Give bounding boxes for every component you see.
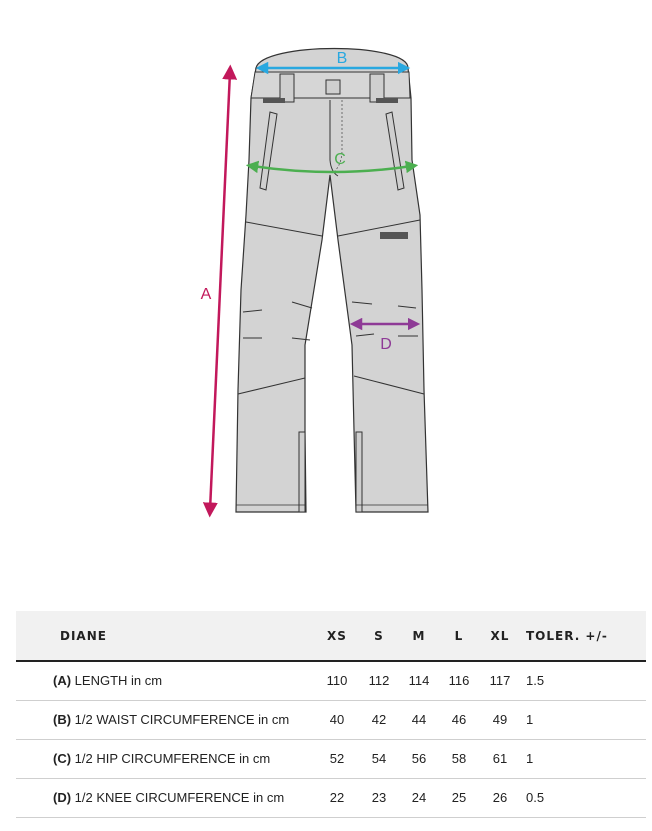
table-row bbox=[16, 700, 646, 739]
measure-d-label: D bbox=[380, 336, 392, 353]
waistband-top bbox=[256, 49, 408, 69]
cell-l: 58 bbox=[451, 751, 467, 766]
cell-xs: 110 bbox=[326, 673, 348, 689]
header-size-m: M bbox=[412, 628, 426, 643]
hem-zip-right bbox=[356, 432, 362, 512]
size-chart bbox=[16, 611, 646, 818]
cell-xl: 26 bbox=[492, 790, 508, 805]
cell-tolerance: 1.5 bbox=[526, 673, 545, 689]
row-code: (A) bbox=[53, 673, 72, 689]
belt-loop-left bbox=[280, 74, 294, 102]
row-label-text: LENGTH in cm bbox=[74, 673, 163, 689]
cell-s: 23 bbox=[371, 790, 387, 805]
header-size-xl: XL bbox=[490, 628, 510, 643]
measure-b-label: B bbox=[336, 50, 348, 67]
row-code: (C) bbox=[53, 751, 72, 766]
cell-xs: 52 bbox=[329, 751, 345, 766]
row-label bbox=[16, 700, 316, 739]
row-label bbox=[16, 739, 316, 778]
waist-label-right bbox=[376, 98, 398, 103]
table-row bbox=[16, 739, 646, 778]
table-row bbox=[16, 661, 646, 700]
cell-s: 54 bbox=[371, 751, 387, 766]
table-header-row bbox=[16, 611, 646, 661]
waist-tab bbox=[326, 80, 340, 94]
cell-m: 44 bbox=[411, 712, 427, 727]
cell-m: 24 bbox=[411, 790, 427, 805]
cell-l: 116 bbox=[448, 673, 470, 689]
row-label bbox=[16, 778, 316, 817]
size-table bbox=[16, 611, 646, 818]
hem-zip-left bbox=[299, 432, 305, 512]
cell-l: 25 bbox=[451, 790, 467, 805]
measure-a-arrow bbox=[210, 72, 230, 510]
row-code: (D) bbox=[53, 790, 72, 805]
cell-xs: 22 bbox=[329, 790, 345, 805]
cell-s: 112 bbox=[368, 673, 390, 689]
header-size-s: S bbox=[374, 628, 384, 643]
row-label-text: 1/2 KNEE CIRCUMFERENCE in cm bbox=[74, 790, 285, 805]
cell-xs: 40 bbox=[329, 712, 345, 727]
row-label-text: 1/2 WAIST CIRCUMFERENCE in cm bbox=[74, 712, 290, 727]
belt-loop-right bbox=[370, 74, 384, 102]
cell-m: 114 bbox=[408, 673, 430, 689]
row-code: (B) bbox=[53, 712, 72, 727]
waist-label-left bbox=[263, 98, 285, 103]
row-label bbox=[16, 661, 316, 700]
cell-l: 46 bbox=[451, 712, 467, 727]
brand-patch bbox=[380, 232, 408, 239]
cell-tolerance: 1 bbox=[526, 712, 534, 727]
cell-s: 42 bbox=[371, 712, 387, 727]
measure-a-label: A bbox=[200, 286, 212, 303]
cell-xl: 49 bbox=[492, 712, 508, 727]
pants-outline bbox=[236, 68, 428, 512]
header-size-xs: XS bbox=[327, 628, 347, 643]
cell-tolerance: 1 bbox=[526, 751, 534, 766]
header-size-l: L bbox=[454, 628, 464, 643]
cell-m: 56 bbox=[411, 751, 427, 766]
cell-tolerance: 0.5 bbox=[526, 790, 545, 805]
cell-xl: 117 bbox=[489, 673, 511, 689]
header-product-name: DIANE bbox=[60, 628, 107, 643]
cell-xl: 61 bbox=[492, 751, 508, 766]
header-tolerance: TOLER. +/- bbox=[526, 628, 608, 643]
measure-c-label: C bbox=[334, 151, 346, 168]
row-label-text: 1/2 HIP CIRCUMFERENCE in cm bbox=[74, 751, 271, 766]
table-row bbox=[16, 778, 646, 817]
